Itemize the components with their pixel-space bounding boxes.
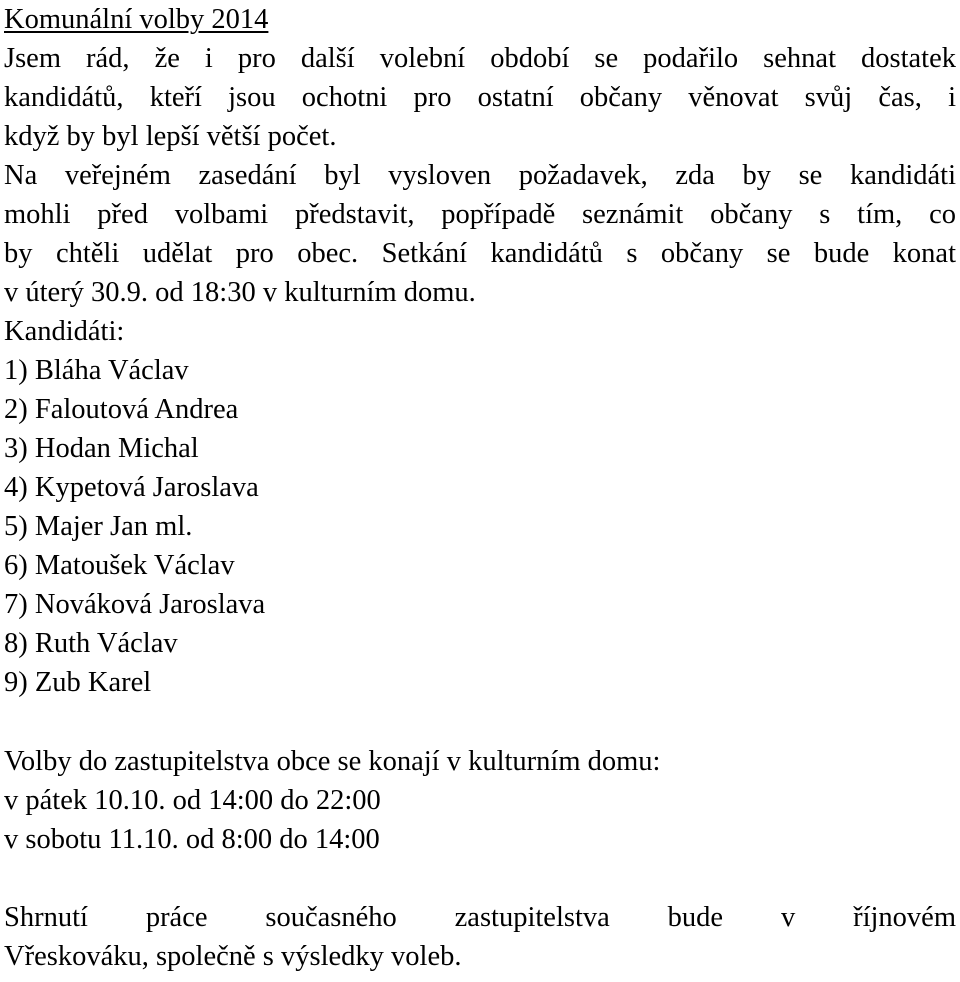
elections-friday: v pátek 10.10. od 14:00 do 22:00 — [4, 785, 381, 816]
candidate-item: 4) Kypetová Jaroslava — [4, 472, 259, 503]
elections-heading: Volby do zastupitelstva obce se konají v kulturním domu: — [4, 746, 661, 777]
candidate-item: 1) Bláha Václav — [4, 355, 189, 386]
candidate-item: 6) Matoušek Václav — [4, 550, 235, 581]
candidate-item: 8) Ruth Václav — [4, 628, 178, 659]
summary-line-2: Vřeskováku, společně s výsledky voleb. — [4, 941, 462, 972]
page-title: Komunální volby 2014 — [4, 4, 269, 35]
intro-line-6: by chtěli udělat pro obec. Setkání kandidátů s občany se bude konat — [4, 238, 956, 269]
intro-line-7: v úterý 30.9. od 18:30 v kulturním domu. — [4, 277, 476, 308]
intro-line-1: Jsem rád, že i pro další volební období se podařilo sehnat dostatek — [4, 43, 956, 74]
elections-saturday: v sobotu 11.10. od 8:00 do 14:00 — [4, 824, 380, 855]
intro-line-3: když by byl lepší větší počet. — [4, 121, 337, 152]
intro-line-5: mohli před volbami představit, popřípadě seznámit občany s tím, co — [4, 199, 956, 230]
candidate-item: 7) Nováková Jaroslava — [4, 589, 266, 620]
candidate-item: 2) Faloutová Andrea — [4, 394, 239, 425]
intro-line-2: kandidátů, kteří jsou ochotni pro ostatní občany věnovat svůj čas, i — [4, 82, 956, 113]
summary-line-1: Shrnutí práce současného zastupitelstva bude v říjnovém — [4, 902, 956, 933]
candidate-item: 3) Hodan Michal — [4, 433, 199, 464]
candidates-heading: Kandidáti: — [4, 316, 125, 347]
intro-line-4: Na veřejném zasedání byl vysloven požadavek, zda by se kandidáti — [4, 160, 956, 191]
candidate-item: 9) Zub Karel — [4, 667, 152, 698]
candidate-item: 5) Majer Jan ml. — [4, 511, 193, 542]
